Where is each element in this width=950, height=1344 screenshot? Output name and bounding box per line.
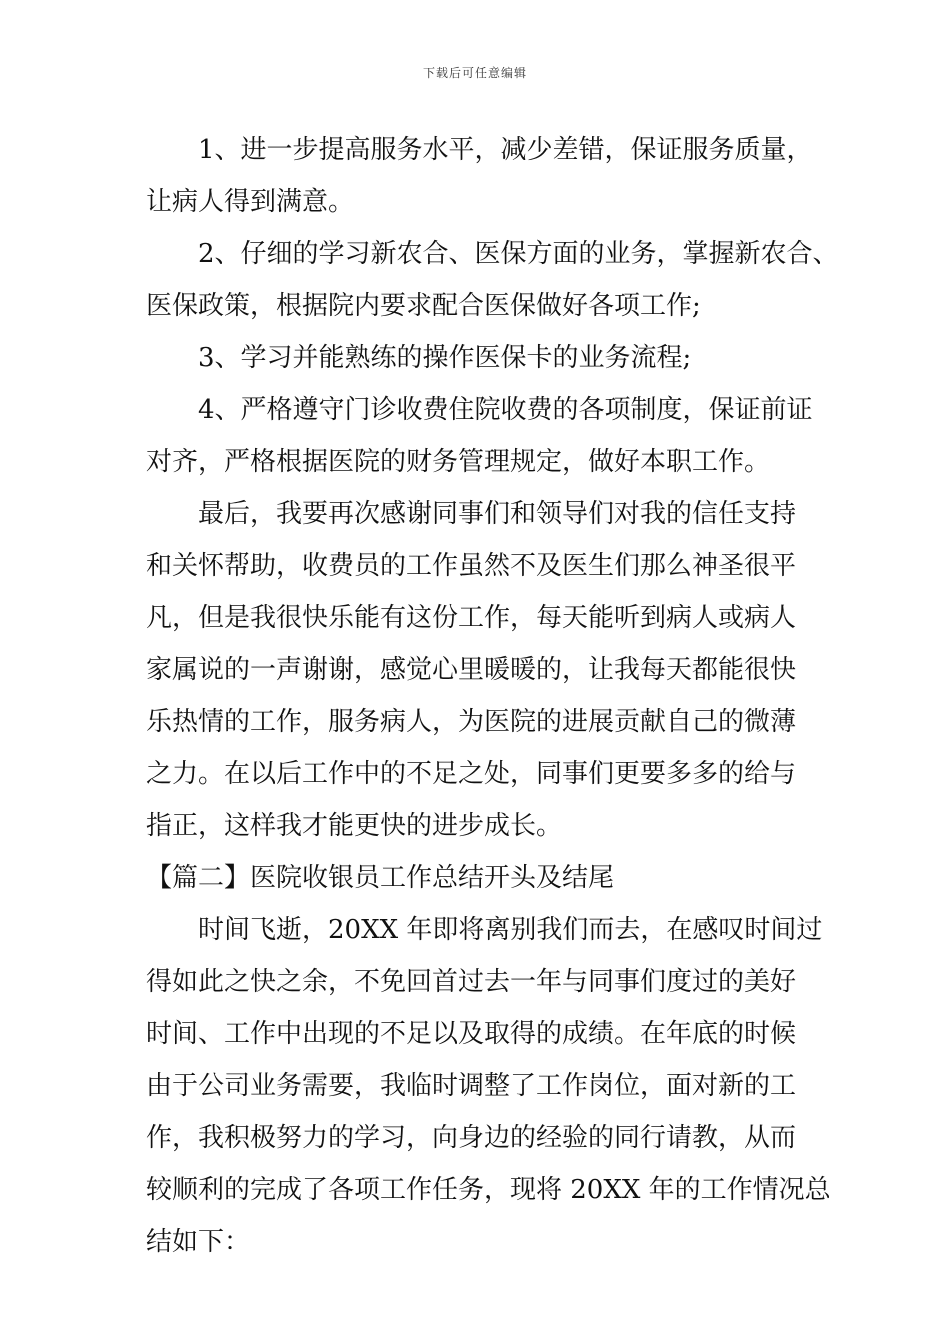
text-line: 乐热情的工作，服务病人，为医院的进展贡献自己的微薄 xyxy=(146,707,797,737)
text-line: 4、严格遵守门诊收费住院收费的各项制度，保证前证 xyxy=(198,395,813,425)
text-line: 和关怀帮助，收费员的工作虽然不及医生们那么神圣很平 xyxy=(146,551,797,581)
text-line: 之力。在以后工作中的不足之处，同事们更要多多的给与 xyxy=(146,759,797,789)
text-line: 让病人得到满意。 xyxy=(146,187,355,217)
text-line: 较顺利的完成了各项工作任务，现将 20XX 年的工作情况总 xyxy=(146,1175,831,1205)
text-line: 由于公司业务需要，我临时调整了工作岗位，面对新的工 xyxy=(146,1071,797,1101)
text-line: 对齐，严格根据医院的财务管理规定，做好本职工作。 xyxy=(146,447,771,477)
text-line: 时间飞逝，20XX 年即将离别我们而去，在感叹时间过 xyxy=(198,915,823,945)
text-line: 1、进一步提高服务水平，减少差错，保证服务质量， xyxy=(198,135,813,165)
text-line: 2、仔细的学习新农合、医保方面的业务，掌握新农合、 xyxy=(198,239,839,269)
text-line: 最后，我要再次感谢同事们和领导们对我的信任支持 xyxy=(198,499,797,529)
section-heading: 【篇二】医院收银员工作总结开头及结尾 xyxy=(146,863,615,893)
text-line: 家属说的一声谢谢，感觉心里暖暖的，让我每天都能很快 xyxy=(146,655,797,685)
text-line: 医保政策，根据院内要求配合医保做好各项工作; xyxy=(146,291,701,321)
text-line: 作，我积极努力的学习，向身边的经验的同行请教，从而 xyxy=(146,1123,797,1153)
text-line: 3、学习并能熟练的操作医保卡的业务流程; xyxy=(198,343,692,373)
text-line: 结如下： xyxy=(146,1227,251,1257)
text-line: 时间、工作中出现的不足以及取得的成绩。在年底的时候 xyxy=(146,1019,797,1049)
page-header: 下载后可任意编辑 xyxy=(422,66,527,80)
document-body xyxy=(146,124,839,1268)
text-line: 得如此之快之余，不免回首过去一年与同事们度过的美好 xyxy=(146,967,797,997)
text-line: 指正，这样我才能更快的进步成长。 xyxy=(146,811,563,841)
text-line: 凡，但是我很快乐能有这份工作，每天能听到病人或病人 xyxy=(146,603,797,633)
